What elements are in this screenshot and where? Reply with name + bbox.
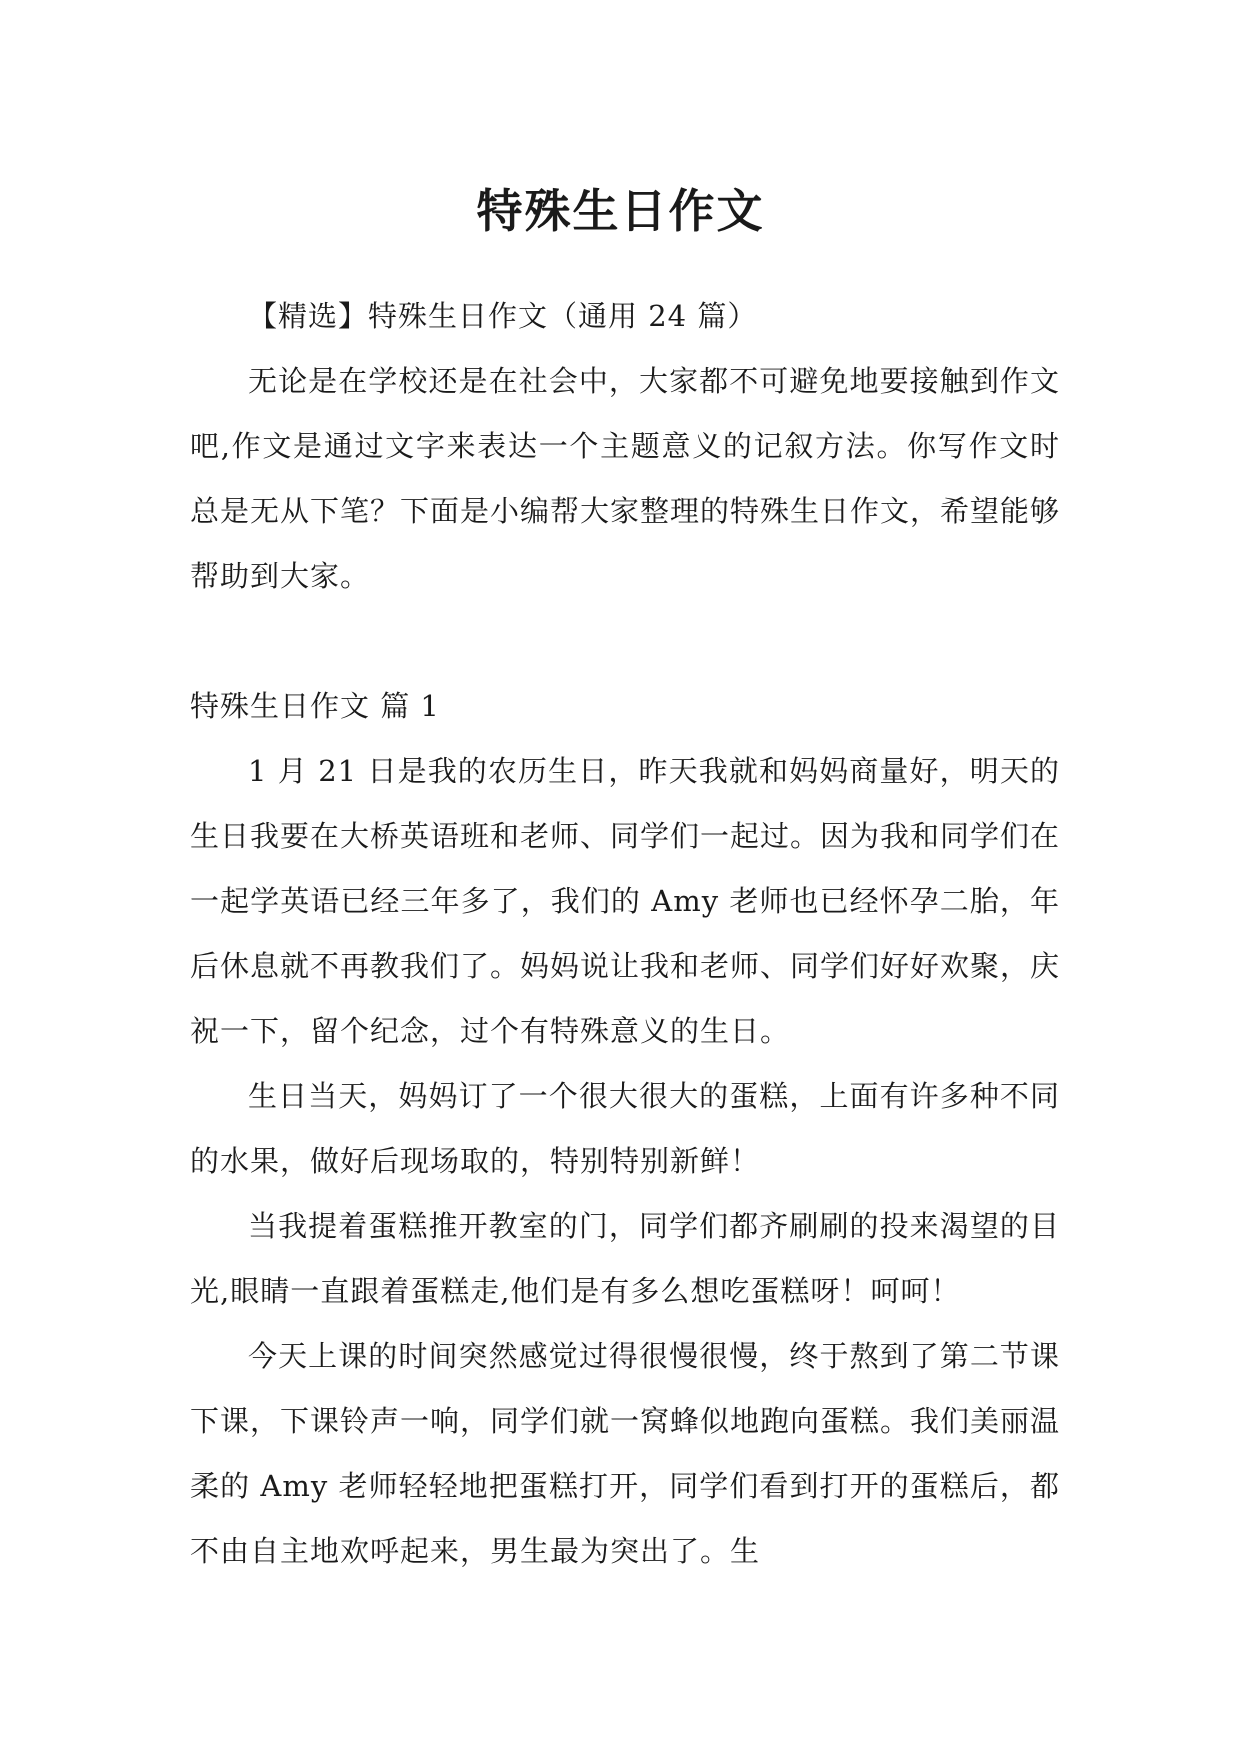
section-heading: 特殊生日作文 篇 1 (190, 689, 440, 723)
body-paragraph-3: 当我提着蛋糕推开教室的门，同学们都齐刷刷的投来渴望的目光,眼睛一直跟着蛋糕走,他们是有多么想吃蛋糕呀！呵呵！ (190, 1209, 1060, 1308)
body-paragraph-4: 今天上课的时间突然感觉过得很慢很慢，终于熬到了第二节课下课，下课铃声一响，同学们就一窝蜂似地跑向蛋糕。我们美丽温柔的 Amy 老师轻轻地把蛋糕打开，同学们看到打开的蛋糕后，都不由自主地欢呼起来，男生最为突出了。生 (190, 1339, 1061, 1568)
body-paragraph-2: 生日当天，妈妈订了一个很大很大的蛋糕，上面有许多种不同的水果，做好后现场取的，特别特别新鲜！ (190, 1079, 1060, 1178)
body-paragraph-1: 1 月 21 日是我的农历生日，昨天我就和妈妈商量好，明天的生日我要在大桥英语班和老师、同学们一起过。因为我和同学们在一起学英语已经三年多了，我们的 Amy 老师也已经怀孕二胎，年后休息就不再教我们了。妈妈说让我和老师、同学们好好欢聚，庆祝一下，留个纪念，过个有特殊意义的生日。 (190, 754, 1061, 1048)
intro-paragraph: 无论是在学校还是在社会中，大家都不可避免地要接触到作文吧,作文是通过文字来表达一个主题意义的记叙方法。你写作文时总是无从下笔？下面是小编帮大家整理的特殊生日作文，希望能够帮助到大家。 (190, 364, 1061, 593)
document-body (190, 284, 1060, 1584)
document-subtitle: 【精选】特殊生日作文（通用 24 篇） (248, 299, 758, 333)
document-title: 特殊生日作文 (476, 183, 765, 238)
